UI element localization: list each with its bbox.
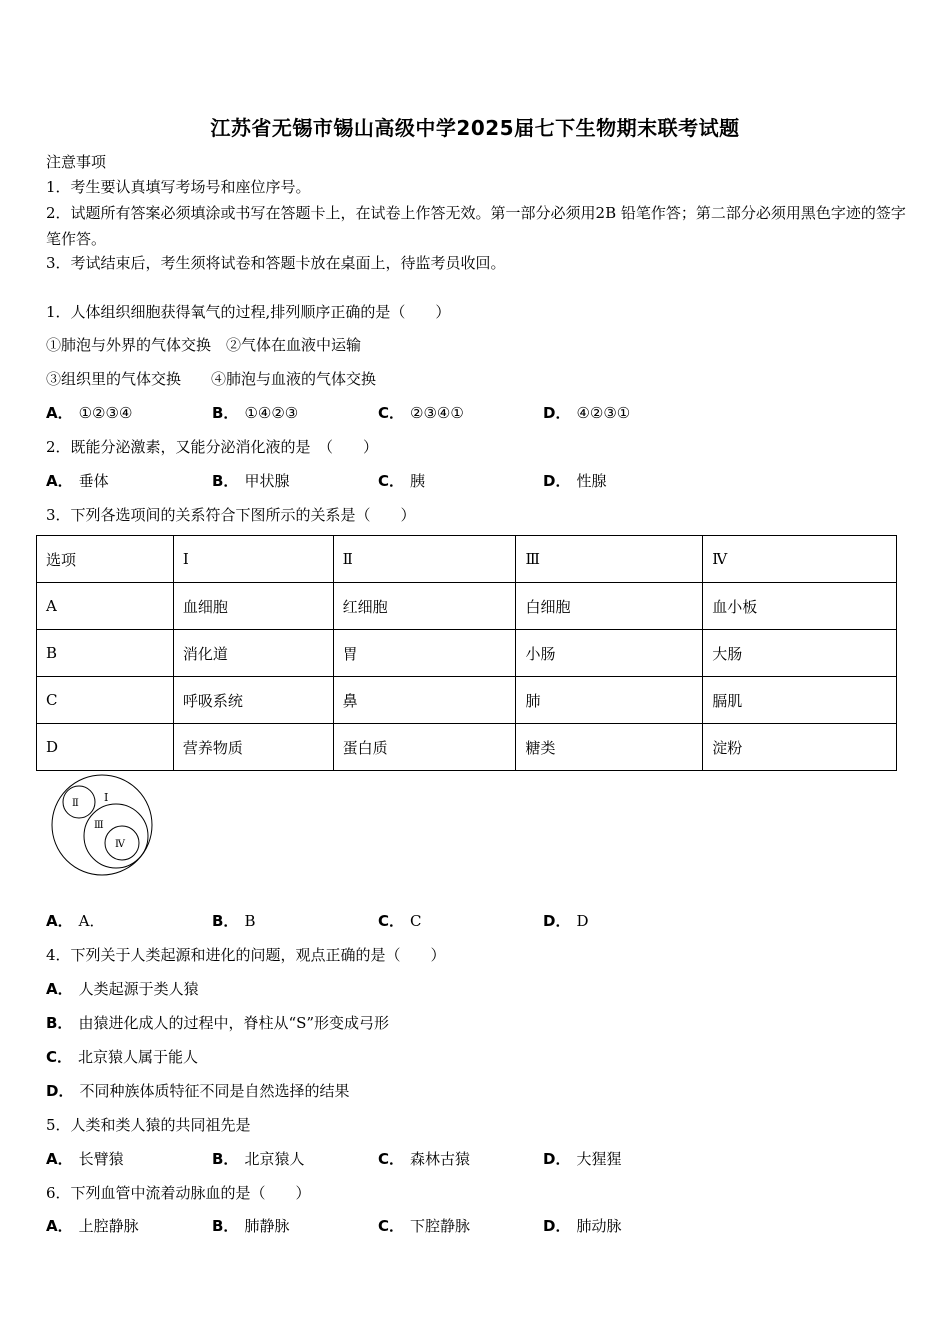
table-row bbox=[37, 630, 897, 677]
table-row bbox=[37, 724, 897, 771]
option-a: A． A． bbox=[46, 912, 105, 930]
table-cell: A bbox=[37, 583, 174, 630]
notes-heading: 注意事项 bbox=[46, 153, 107, 171]
question-line: ①肺泡与外界的气体交换 ②气体在血液中运输 bbox=[46, 336, 362, 354]
option-b: B． B bbox=[212, 912, 256, 930]
table-cell: 蛋白质 bbox=[333, 724, 516, 771]
table-cell: 鼻 bbox=[333, 677, 516, 724]
option-b: B． 肺静脉 bbox=[212, 1217, 290, 1235]
table-cell: 血小板 bbox=[703, 583, 897, 630]
table-cell: D bbox=[37, 724, 174, 771]
table-cell: 消化道 bbox=[173, 630, 333, 677]
table-cell: 小肠 bbox=[516, 630, 703, 677]
page-title: 江苏省无锡市锡山高级中学2025届七下生物期末联考试题 bbox=[210, 116, 740, 140]
option-d: D． ④②③① bbox=[543, 404, 631, 422]
label-i: Ⅰ bbox=[104, 791, 109, 804]
table-cell: 呼吸系统 bbox=[173, 677, 333, 724]
option-a: A． 人类起源于类人猿 bbox=[46, 980, 199, 998]
table-cell: C bbox=[37, 677, 174, 724]
option-c: C． 胰 bbox=[378, 472, 426, 490]
option-d: D． D bbox=[543, 912, 589, 930]
table-row bbox=[37, 677, 897, 724]
table-header-cell: Ⅱ bbox=[333, 536, 516, 583]
label-iv: Ⅳ bbox=[115, 839, 125, 850]
table-cell: 营养物质 bbox=[173, 724, 333, 771]
table-cell: 糖类 bbox=[516, 724, 703, 771]
table-cell: 膈肌 bbox=[703, 677, 897, 724]
option-c: C． 森林古猿 bbox=[378, 1150, 471, 1168]
table-cell: 白细胞 bbox=[516, 583, 703, 630]
option-c: C． C bbox=[378, 912, 422, 930]
table-cell: B bbox=[37, 630, 174, 677]
table-cell: 血细胞 bbox=[173, 583, 333, 630]
option-c: C． ②③④① bbox=[378, 404, 464, 422]
table-header-cell: 选项 bbox=[37, 536, 174, 583]
table-cell: 肺 bbox=[516, 677, 703, 724]
option-d: D． 不同种族体质特征不同是自然选择的结果 bbox=[46, 1082, 350, 1100]
table-cell: 胃 bbox=[333, 630, 516, 677]
option-d: D． 性腺 bbox=[543, 472, 607, 490]
question-stem: 5．人类和类人猿的共同祖先是 bbox=[46, 1116, 251, 1134]
question-stem: 6．下列血管中流着动脉血的是（ ） bbox=[46, 1184, 311, 1202]
table-cell: 淀粉 bbox=[703, 724, 897, 771]
table-row bbox=[37, 583, 897, 630]
option-a: A． 上腔静脉 bbox=[46, 1217, 139, 1235]
table-header-cell: Ⅳ bbox=[703, 536, 897, 583]
question-stem: 1．人体组织细胞获得氧气的过程,排列顺序正确的是（ ） bbox=[46, 303, 451, 321]
label-iii: Ⅲ bbox=[94, 820, 104, 831]
option-a: A． ①②③④ bbox=[46, 404, 133, 422]
option-d: D． 大猩猩 bbox=[543, 1150, 622, 1168]
label-ii: Ⅱ bbox=[72, 798, 79, 809]
venn-diagram bbox=[48, 772, 158, 878]
option-c: C． 北京猿人属于能人 bbox=[46, 1048, 199, 1066]
table-header-cell: Ⅲ bbox=[516, 536, 703, 583]
option-b: B． 北京猿人 bbox=[212, 1150, 305, 1168]
option-c: C． 下腔静脉 bbox=[378, 1217, 471, 1235]
option-a: A． 长臂猿 bbox=[46, 1150, 124, 1168]
option-d: D． 肺动脉 bbox=[543, 1217, 622, 1235]
question-stem: 2．既能分泌激素，又能分泌消化液的是 （ ） bbox=[46, 438, 379, 456]
table-header-cell: Ⅰ bbox=[173, 536, 333, 583]
table-cell: 红细胞 bbox=[333, 583, 516, 630]
option-b: B． 甲状腺 bbox=[212, 472, 290, 490]
table-header-row bbox=[37, 536, 897, 583]
notes-item: 3．考试结束后，考生须将试卷和答题卡放在桌面上，待监考员收回。 bbox=[46, 254, 506, 272]
question-line: ③组织里的气体交换 ④肺泡与血液的气体交换 bbox=[46, 370, 377, 388]
relation-table bbox=[36, 535, 897, 771]
question-stem: 4．下列关于人类起源和进化的问题，观点正确的是（ ） bbox=[46, 946, 446, 964]
option-b: B． ①④②③ bbox=[212, 404, 299, 422]
option-a: A． 垂体 bbox=[46, 472, 109, 490]
notes-item: 1．考生要认真填写考场号和座位序号。 bbox=[46, 178, 311, 196]
notes-item: 2．试题所有答案必须填涂或书写在答题卡上，在试卷上作答无效。第一部分必须用2B 铅笔作答；第二部分必须用黑色字迹的签字笔作答。 bbox=[46, 204, 906, 248]
option-b: B． 由猿进化成人的过程中，脊柱从“S”形变成弓形 bbox=[46, 1014, 390, 1032]
question-stem: 3．下列各选项间的关系符合下图所示的关系是（ ） bbox=[46, 506, 416, 524]
table-cell: 大肠 bbox=[703, 630, 897, 677]
circle-ii bbox=[63, 786, 95, 818]
